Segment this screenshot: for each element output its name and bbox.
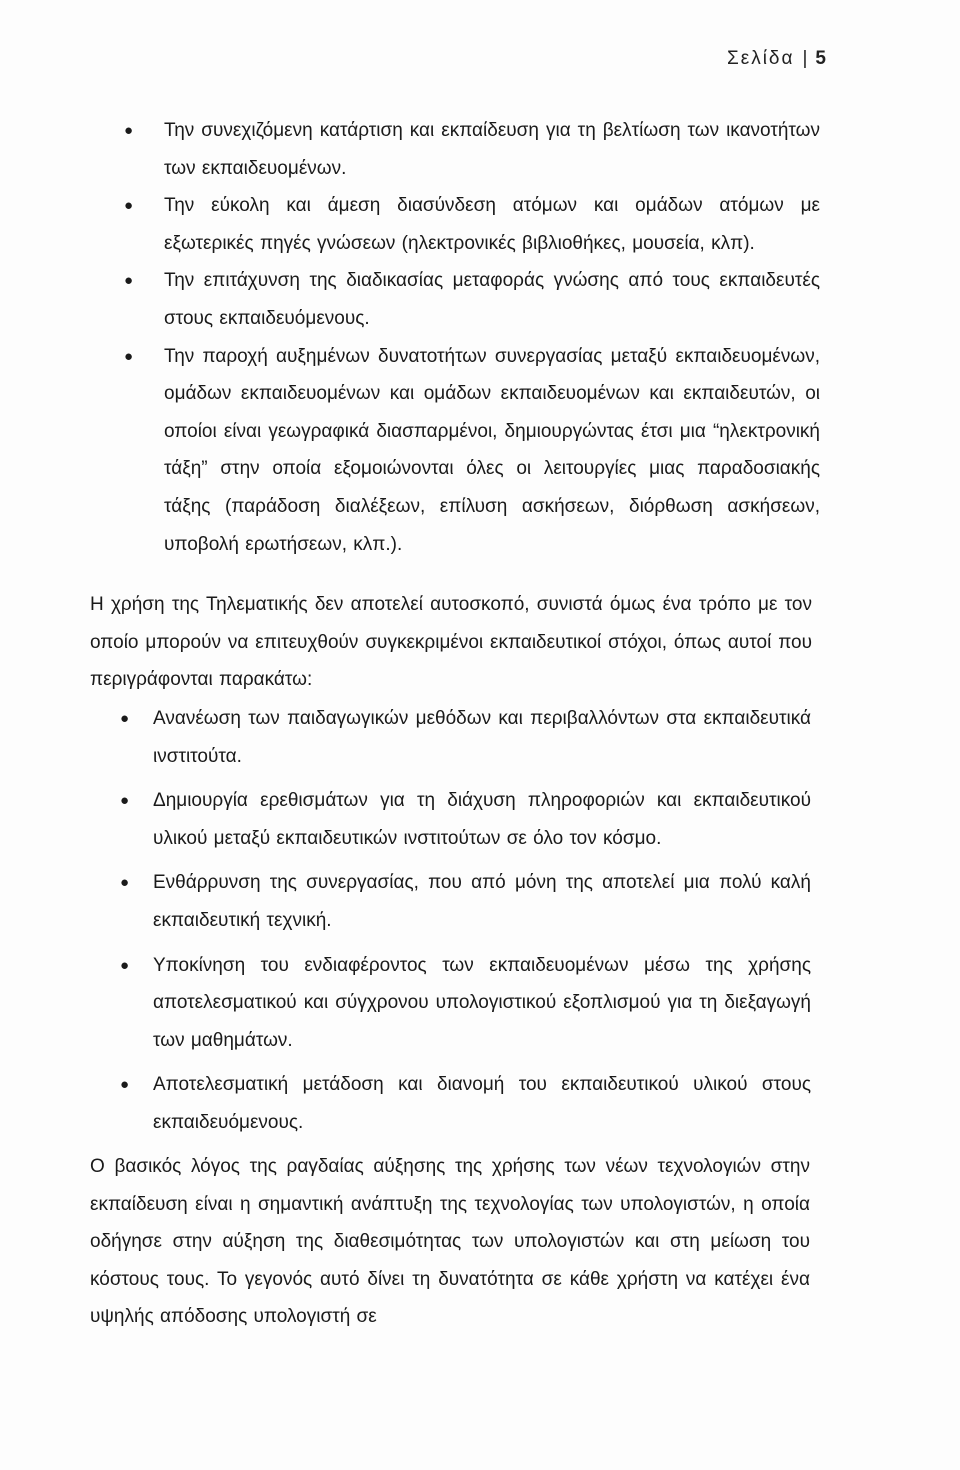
list-item xyxy=(120,947,811,1060)
list-item-text: Την συνεχιζόμενη κατάρτιση και εκπαίδευση για τη βελτίωση των ικανοτήτων των εκπαιδευομένων. xyxy=(164,120,820,179)
bullet-icon: ● xyxy=(120,710,130,727)
body-paragraph-1: Η χρήση της Τηλεματικής δεν αποτελεί αυτοσκοπό, συνιστά όμως ένα τρόπο με τον οποίο μπορούν να επιτευχθούν συγκεκριμένοι εκπαιδευτικοί στόχοι, όπως αυτοί που περιγράφονται παρακάτω: xyxy=(90,594,812,691)
body-paragraph-2: Ο βασικός λόγος της ραγδαίας αύξησης της χρήσης των νέων τεχνολογιών στην εκπαίδευση είναι η σημαντική ανάπτυξη της τεχνολογίας των υπολογιστών, η οποία οδήγησε στην αύξηση της διαθεσιμότητας των υπολογιστών και στη μείωση του κόστους τους. Το γεγονός αυτό δίνει τη δυνατότητα σε κάθε χρήστη να κατέχει ένα υψηλής απόδοσης υπολογιστή σε xyxy=(90,1156,810,1328)
list-item-text: Την εύκολη και άμεση διασύνδεση ατόμων και ομάδων ατόμων με εξωτερικές πηγές γνώσεων (ηλεκτρονικές βιβλιοθήκες, μουσεία, κλπ). xyxy=(164,195,820,254)
header-separator: | xyxy=(802,48,810,69)
list-item-text: Υποκίνηση του ενδιαφέροντος των εκπαιδευομένων μέσω της χρήσης αποτελεσματικού και σύγχρονου υπολογιστικού εξοπλισμού για τη διεξαγωγή των μαθημάτων. xyxy=(153,954,811,1051)
list-item xyxy=(124,187,820,262)
list-item-text: Δημιουργία ερεθισμάτων για τη διάχυση πληροφοριών και εκπαιδευτικού υλικού μεταξύ εκπαιδευτικών ινστιτούτων σε όλο τον κόσμο. xyxy=(153,790,811,849)
list-item xyxy=(120,700,811,775)
list-item xyxy=(124,338,820,564)
bullet-list-2 xyxy=(120,700,811,1149)
page-header xyxy=(727,48,826,70)
list-item-text: Ανανέωση των παιδαγωγικών μεθόδων και περιβαλλόντων στα εκπαιδευτικά ινστιτούτα. xyxy=(153,708,811,767)
bullet-icon: ● xyxy=(120,1076,130,1094)
bullet-icon: ● xyxy=(124,347,134,365)
bullet-list-1 xyxy=(124,112,820,563)
page-label: Σελίδα xyxy=(726,48,795,69)
bullet-icon: ● xyxy=(120,956,130,974)
bullet-icon: ● xyxy=(120,874,130,892)
list-item xyxy=(124,262,820,337)
list-item xyxy=(120,1066,811,1141)
bullet-icon: ● xyxy=(124,122,134,139)
bullet-icon: ● xyxy=(124,197,134,215)
list-item-text: Ενθάρρυνση της συνεργασίας, που από μόνη της αποτελεί μια πολύ καλή εκπαιδευτική τεχνική. xyxy=(153,872,811,931)
list-item-text: Την επιτάχυνση της διαδικασίας μεταφοράς γνώσης από τους εκπαιδευτές στους εκπαιδευόμενους. xyxy=(164,270,820,329)
list-item-text: Αποτελεσματική μετάδοση και διανομή του εκπαιδευτικού υλικού στους εκπαιδευόμενους. xyxy=(153,1074,811,1133)
page-number: 5 xyxy=(815,48,826,69)
list-item-text: Την παροχή αυξημένων δυνατοτήτων συνεργασίας μεταξύ εκπαιδευομένων, ομάδων εκπαιδευομένων και ομάδων εκπαιδευομένων και εκπαιδευτών, οι οποίοι είναι γεωγραφικά διασπαρμένοι, δημιουργώντας έτσι μια “ηλεκτρονική τάξη” στην οποία εξομοιώνονται όλες οι λειτουργίες μιας παραδοσιακής τάξης (παράδοση διαλέξεων, επίλυση ασκήσεων, διόρθωση ασκήσεων, υποβολή ερωτήσεων, κλπ.). xyxy=(164,345,820,555)
bullet-icon: ● xyxy=(120,792,130,810)
list-item xyxy=(124,112,820,187)
list-item xyxy=(120,782,811,857)
bullet-icon: ● xyxy=(124,272,134,290)
list-item xyxy=(120,864,811,939)
